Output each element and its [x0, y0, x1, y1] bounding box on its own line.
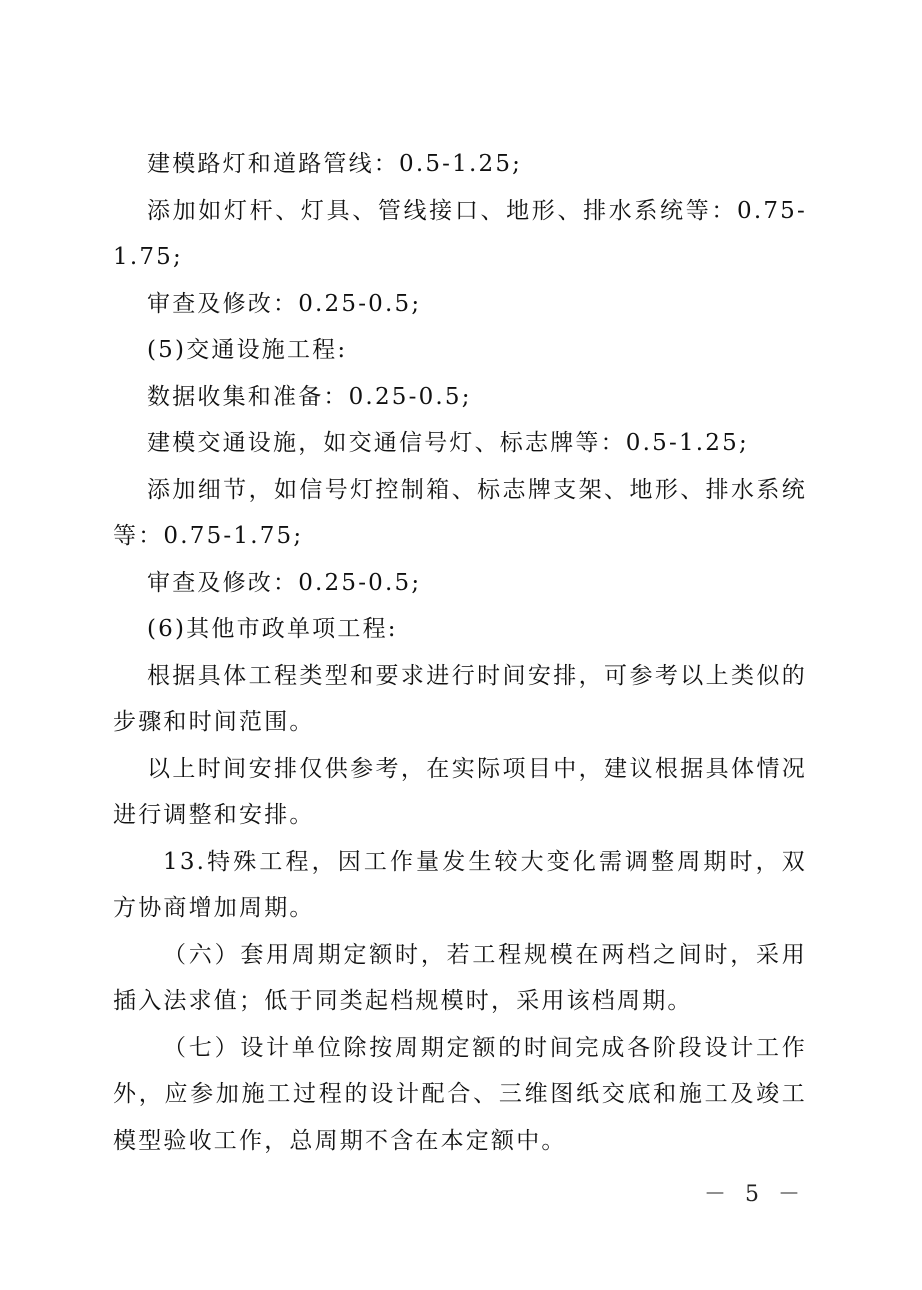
paragraph-streetlight-details: 添加如灯杆、灯具、管线接口、地形、排水系统等：0.75-1.75;: [113, 197, 807, 270]
paragraph-review-1: 审查及修改：0.25-0.5;: [147, 290, 422, 317]
section-heading-traffic-facilities: (5)交通设施工程:: [147, 337, 348, 363]
page-number: － 5 －: [704, 1182, 806, 1207]
section-heading-other-projects: (6)其他市政单项工程:: [147, 616, 398, 642]
document-body: [113, 141, 807, 1164]
paragraph-item-13: 13.特殊工程，因工作量发生较大变化需调整周期时，双方协商增加周期。: [113, 848, 807, 921]
paragraph-streetlight-modeling: 建模路灯和道路管线：0.5-1.25;: [147, 151, 523, 177]
paragraph-reference-note: 以上时间安排仅供参考，在实际项目中，建议根据具体情况进行调整和安排。: [113, 755, 807, 828]
paragraph-section-seven: （七）设计单位除按周期定额的时间完成各阶段设计工作外，应参加施工过程的设计配合、三维图纸交底和施工及竣工模型验收工作，总周期不含在本定额中。: [113, 1034, 807, 1154]
paragraph-data-collection: 数据收集和准备：0.25-0.5;: [147, 383, 472, 410]
paragraph-section-six: （六）套用周期定额时，若工程规模在两档之间时，采用插入法求值；低于同类起档规模时，采用该档周期。: [113, 941, 807, 1014]
paragraph-other-projects: 根据具体工程类型和要求进行时间安排，可参考以上类似的步骤和时间范围。: [113, 662, 807, 735]
paragraph-traffic-details: 添加细节，如信号灯控制箱、标志牌支架、地形、排水系统等：0.75-1.75;: [113, 476, 807, 549]
paragraph-review-2: 审查及修改：0.25-0.5;: [147, 569, 422, 596]
paragraph-traffic-modeling: 建模交通设施，如交通信号灯、标志牌等：0.5-1.25;: [147, 430, 749, 456]
